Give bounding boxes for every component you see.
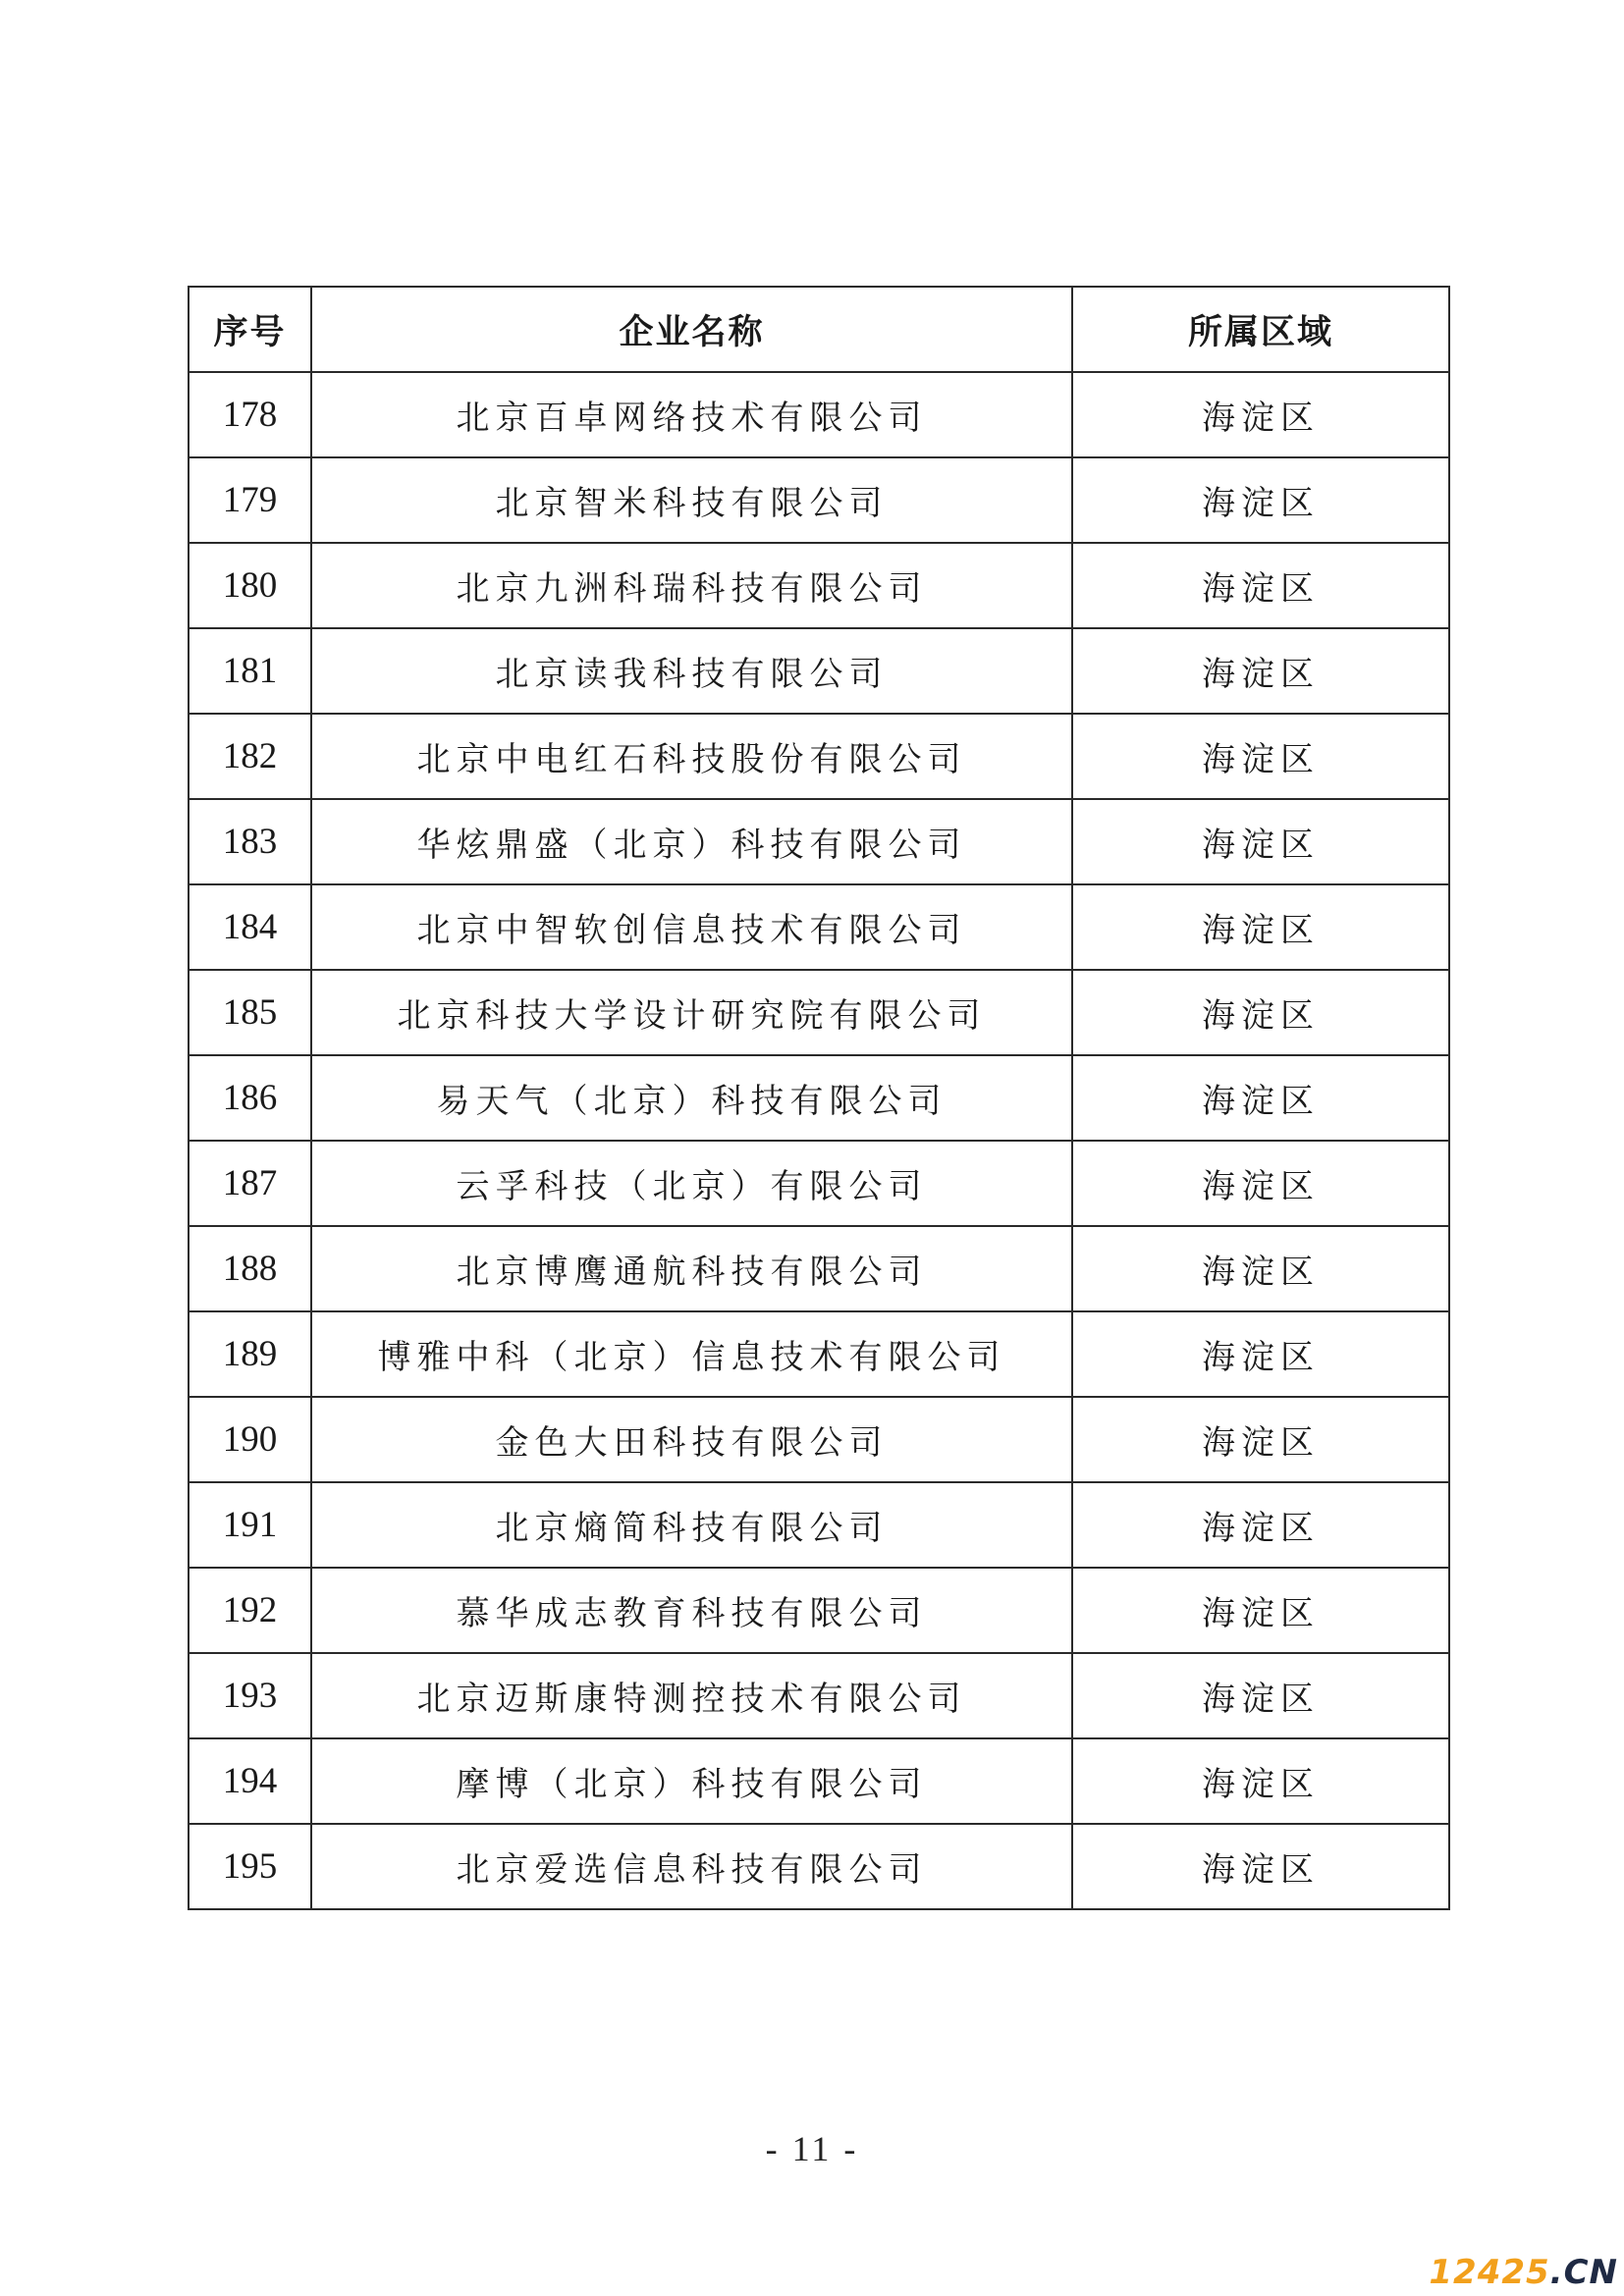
- row-index: 180: [189, 543, 311, 628]
- row-index: 189: [189, 1311, 311, 1397]
- row-index: 187: [189, 1141, 311, 1226]
- table-row: [189, 1482, 1449, 1568]
- row-index: 192: [189, 1568, 311, 1653]
- row-company-name: 华炫鼎盛（北京）科技有限公司: [311, 799, 1072, 884]
- row-index: 195: [189, 1824, 311, 1909]
- row-district: 海淀区: [1072, 1055, 1449, 1141]
- row-company-name: 慕华成志教育科技有限公司: [311, 1568, 1072, 1653]
- header-company-name: 企业名称: [311, 287, 1072, 372]
- row-index: 188: [189, 1226, 311, 1311]
- row-company-name: 北京博鹰通航科技有限公司: [311, 1226, 1072, 1311]
- row-district: 海淀区: [1072, 1397, 1449, 1482]
- row-district: 海淀区: [1072, 628, 1449, 714]
- table-row: [189, 457, 1449, 543]
- table-row: [189, 884, 1449, 970]
- row-company-name: 北京迈斯康特测控技术有限公司: [311, 1653, 1072, 1738]
- row-index: 178: [189, 372, 311, 457]
- row-district: 海淀区: [1072, 1141, 1449, 1226]
- row-company-name: 博雅中科（北京）信息技术有限公司: [311, 1311, 1072, 1397]
- table-row: [189, 543, 1449, 628]
- row-index: 183: [189, 799, 311, 884]
- row-index: 190: [189, 1397, 311, 1482]
- table-row: [189, 1055, 1449, 1141]
- row-district: 海淀区: [1072, 1738, 1449, 1824]
- row-district: 海淀区: [1072, 543, 1449, 628]
- row-index: 186: [189, 1055, 311, 1141]
- table-row: [189, 799, 1449, 884]
- site-watermark: [1429, 2253, 1618, 2292]
- row-index: 193: [189, 1653, 311, 1738]
- company-table: [188, 286, 1450, 1910]
- row-district: 海淀区: [1072, 1824, 1449, 1909]
- row-company-name: 北京熵简科技有限公司: [311, 1482, 1072, 1568]
- row-company-name: 北京智米科技有限公司: [311, 457, 1072, 543]
- row-district: 海淀区: [1072, 1568, 1449, 1653]
- table-row: [189, 714, 1449, 799]
- row-index: 181: [189, 628, 311, 714]
- row-company-name: 摩博（北京）科技有限公司: [311, 1738, 1072, 1824]
- row-company-name: 云孚科技（北京）有限公司: [311, 1141, 1072, 1226]
- table-row: [189, 970, 1449, 1055]
- row-district: 海淀区: [1072, 457, 1449, 543]
- row-district: 海淀区: [1072, 1311, 1449, 1397]
- table-header-row: [189, 287, 1449, 372]
- row-district: 海淀区: [1072, 714, 1449, 799]
- row-index: 191: [189, 1482, 311, 1568]
- row-company-name: 北京读我科技有限公司: [311, 628, 1072, 714]
- table-body: [189, 372, 1449, 1909]
- row-district: 海淀区: [1072, 372, 1449, 457]
- page-number: - 11 -: [765, 2129, 859, 2168]
- table-row: [189, 1141, 1449, 1226]
- row-district: 海淀区: [1072, 884, 1449, 970]
- row-district: 海淀区: [1072, 799, 1449, 884]
- table-row: [189, 1311, 1449, 1397]
- table-row: [189, 1397, 1449, 1482]
- row-company-name: 北京中智软创信息技术有限公司: [311, 884, 1072, 970]
- table-row: [189, 628, 1449, 714]
- table-row: [189, 1738, 1449, 1824]
- row-company-name: 易天气（北京）科技有限公司: [311, 1055, 1072, 1141]
- table-row: [189, 372, 1449, 457]
- table-row: [189, 1653, 1449, 1738]
- row-district: 海淀区: [1072, 1482, 1449, 1568]
- row-index: 185: [189, 970, 311, 1055]
- watermark-domain: .CN: [1549, 2253, 1618, 2292]
- row-district: 海淀区: [1072, 970, 1449, 1055]
- row-company-name: 北京爱选信息科技有限公司: [311, 1824, 1072, 1909]
- row-company-name: 北京百卓网络技术有限公司: [311, 372, 1072, 457]
- row-company-name: 北京九洲科瑞科技有限公司: [311, 543, 1072, 628]
- header-district: 所属区域: [1072, 287, 1449, 372]
- row-company-name: 北京中电红石科技股份有限公司: [311, 714, 1072, 799]
- row-index: 184: [189, 884, 311, 970]
- table-row: [189, 1226, 1449, 1311]
- row-district: 海淀区: [1072, 1653, 1449, 1738]
- watermark-digits: 12425: [1429, 2253, 1550, 2292]
- row-index: 179: [189, 457, 311, 543]
- table-row: [189, 1824, 1449, 1909]
- row-district: 海淀区: [1072, 1226, 1449, 1311]
- table-row: [189, 1568, 1449, 1653]
- row-company-name: 金色大田科技有限公司: [311, 1397, 1072, 1482]
- row-index: 194: [189, 1738, 311, 1824]
- row-company-name: 北京科技大学设计研究院有限公司: [311, 970, 1072, 1055]
- row-index: 182: [189, 714, 311, 799]
- header-index: 序号: [189, 287, 311, 372]
